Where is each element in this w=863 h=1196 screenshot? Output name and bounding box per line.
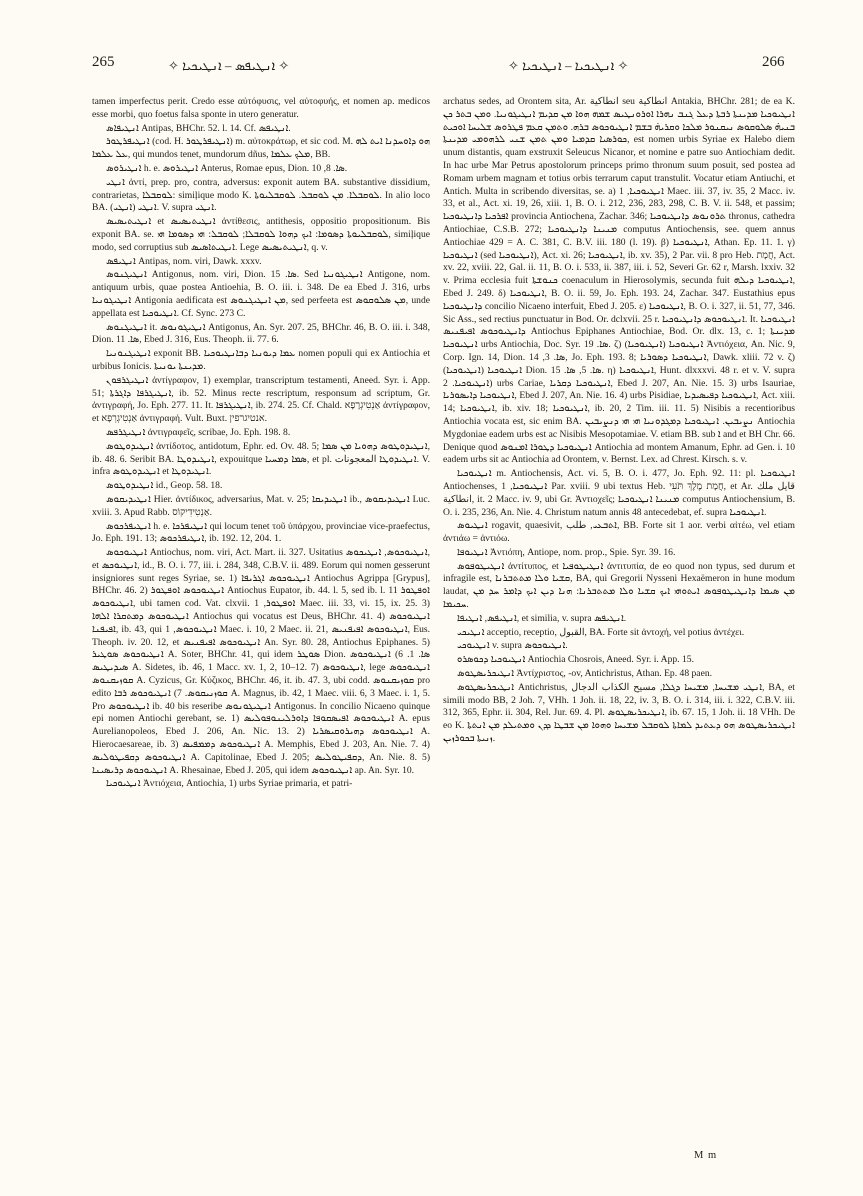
right-column: [443, 96, 795, 1148]
left-column: [92, 96, 430, 1148]
dictionary-entry: ܐܢܛܝܘܟܝܐ m. Antiochensis, Act. vi. 5, B. O. i. 477, Jo. Eph. 92. 11: pl. ܐܢܛܝܘܟܝܐ Antiochenses, ܐܢܛܝܘܟܝܐ, 1 Par. xviii. 9 ubi textus Heb. חֲמָת מֶלֶךְ תֹּעִי, et Ar. قايل ملك انطاكية, it. 2 Macc. iv. 9, ubi Gr. Ἀντιοχεῖς; ܡܢܝܢܐ ܐܢܛܝܘܟܝܐ computus Antiochensium, B. O. i. 235, 236, An. Nie. 4. Christum natum annis 48 antecedebat, ef. supra ܐܢܛܝܘܟܝܐ.: [443, 468, 795, 518]
dictionary-entry: ܐܢܛܝܘܟܝܐ Ἀντιόχεια, Antiochia, 1) urbs Syriae primaria, et patri-: [106, 778, 353, 790]
dictionary-entry: ܐܢܛܝܟܝ acceptio, receptio, القبول, BA. Forte sit ἀντοχή, vel potius ἀντέχει.: [457, 626, 745, 638]
signature-mark: M m: [694, 1150, 718, 1161]
dictionary-entry: ܐܢܛܝܦܪܛܘܪ (cod. H. ܐܢܛܝܦܪܛܘܪ) m. αὐτοκράτωρ, et sic cod. M. ܗܘ ܕܐܘܚܕܢܐ ܐܝܬ ܠܗ ܥܠ ܥܠܡܐ, qui mundos tenet, mundorum dñus, ܡܠܟ ܥܠܡܐ, BB.: [92, 136, 430, 161]
dictionary-entry: archatus sedes, ad Orontem sita, Ar. انطاكية seu انطاكية Antakia, BHChr. 281; de ea K. ܐܢܛܝܘܟܝܐ ܡܕܝܢܬܐ ܪܒܬܐ ܕܥܠ ܓܢܒ ܢܗܪܐ ܐܘܪܘܢܛܝܣ ܫܡܗ ܗܘܐ ܡܢ ܩܕܝܡ ܐܢܛܝܓܘܢܝܐ. ܘܡܢ ܒܬܪ ܟܢ ܒܢܝܗ̇ ܣܠܘܩܘܣ ܢܝܩܢܘܪ ܡܠܟܐ ܘܩܪܝܗ̇ ܒܫܡ ܐܢܛܝܘܟܘܣ ܒܪܗ. ܘܬܡܢ ܩܥܡ ܦܛܪܘܣ ܫܠܝܚܐ ܐܘܟܝܬ ܟܘܪܣܝܐ ܩܕܡܝܐ ܘܡܢ ܬܡܢ ܫܢܝ ܠܪܗܘܡܝ ܡܕܝܢܬܐ, est nomen urbis Syriae ex Halebo diem unum distantis, quam exstruxit Seleucus Nicanor, et nomine e patre suo Antiochiam dedit. In hac urbe Mar Petrus apostolorum princeps primo thronum suum posuit, sed postea ad Romam urbem magnam et totius orbis terrarum caput transtulit. Vocatur etiam Antiuchi, et Antich. Multa in scribendo diversitas, se. a) ܐܢܛܝܘܟܝܐ, 1 Maec. iii. 37, iv. 35, 2 Macc. iv. 33, et al., Act. xi. 19, 26, xiii. 1, B. O. i. 212, 236, 283, 298, C. B. V. ii. 548, et passim; ܐܦܪܟܝܐ ܕܐܢܛܝܘܟܝܐ provincia Antiochena, Zachar. 346; ܬܪܘܢܘܣ ܕܐܢܛܝܘܟܝܐ thronus, cathedra Antiochiae, C.S.B. 272; ܡܢܝܢܐ ܕܐܢܛܝܘܟܝܐ computus Antiochensis, see. quem annus Antiochiae 429 = A. C. 381, C. B.V. iii. 180 (l. 19). β) ܐܢܛܝܘܟܝܐ, Athan. Ep. 11. 1. γ) ܐܢܛܝܘܟܝܐ (sed ܐܢܛܝܘܟܝܐ), Act. xi. 26; ܐܢܛܝܘܟܝܐ, ib. xv. 35), 2 Par. vii. 8 pro Heb. חֲמָת, Act. xv. 22, xviii. 22, Gal. ii. 11, B. O. i. 533, ii. 387, iii. i. 52, Severi Gr. 62 r, Marsh. lxxiv. 32 v. Prima ecclesia fuit ܟܢܘܫܬܐ coenaculum in Hierosolymis, secunda fuit ܐܢܛܝܘܟܝܐ ܕܝܠܗ, Ebed J. 249. δ) ܐܢܛܝܘܟܝܐ, B. O. ii. 59, Jo. Eph. 193. 24, Zachar. 347. Eustathius epus ܕܐܢܛܝܘܟܝܐ concilio Nicaeno interfuit, Ebed J. 205. ε) ܐܢܛܝܘܟܝܐ, B. O. i. 327, ii. 51, 77, 346. Sic Ass., sed rectius punctuatur in Bod. Or. dclxvii. 25 r. ܐܢܛܝܘܟܘܣ ܕܐܢܛܝܘܟܝܐ. It. ܐܢܛܝܘܟܝܐ ܕܐܢܛܝܘܟܘܣ ܐܦܝܦܢܝܣ Antiochus Epiphanes Antiochiae, Bod. Or. dlx. 13, c. 1; ܡܕܝܢܬܐ ܐܢܛܝܘܟܝܐ urbs Antiochia, Doc. Syr. ܣܐ. 19. ζ) ܐܢܛܝܘܟܝܐ (ܐܢܛܝܘܟܝܐ) Ἀντιόχεια, An. Nic. 9, Corp. Ign. 14, Dion. ܣܐ. 3, 14, Jo. Eph. 193. 8; ܐܢܛܝܘܟܝܐ ܕܣܘܪܝܐ, Dawk. xliii. 72 v. ζ) ܐܢܛܝܘܟܝܐ (ܐܢܛܝܘܟܝܐ) Dion. ܣܐ. 5, ܣܐ. 15. η) ܐܢܛܝܘܟܝܐ, Hunt. dlxxxvi. 48 r. et v. V. supra ܐܢܛܝܘܟܝܐ. 2) urbs Cariae, ܐܢܛܝܘܟܝܐ ܕܩܪܝܐ, Ebed J. 207, An. Nie. 15. 3) urbs Isauriae, ܐܢܛܝܘܟܝܐ ܕܐܝܣܘܪܝܐ, Ebed J. 207, An. Nie. 16. 4) urbs Pisidiae, ܐܢܛܝܘܟܝܐ ܕܦܝܣܝܕܝܐ, Act. xiii. 14; ܐܢܛܝܘܟܝܐ, ib. xiv. 18; ܐܢܛܝܘܟܝܐ, ib. 20, 2 Tim. iii. 11. 5) Nisibis a recentioribus Antiochia vocata est, sic enim BA. ܢܨܝܒܝܢ. ܐܢܛܝܘܟܝܐ ܕܡܓܕܘܢܝܐ ܗܝ ܗܝ ܕܢܨܝܒܝܢ Antiochia Mygdoniae eadem urbs est ac Nisibis Mesopotamiae. V. etiam BB. sub ܐ and et BH Chr. 66. Denique quod ܐܢܛܝܘܟܝܐ ܕܛܘܪܐ ܐܡܢܘܣ Antiochia ad montem Amanum, Ephr. ad Gen. i. 10 eadem urbs sit ac Antiochia ad Orontem, v. Bernst. Lex. ad Chrest. Kirsch. s. v.: [443, 96, 795, 466]
dictionary-entry: ܐܢܛܝܦܣ Antipas, nom. viri, Dawk. xxxv.: [106, 255, 262, 267]
dictionary-entry: ܐܢܛܝܓܪܦܣ ἀντιγραφεῖς, scribae, Jo. Eph. 198. 8.: [106, 426, 291, 438]
running-head-left: ✧ ܐܢܛܝܦܣ – ܐܢܛܝܟܝܐ ✧: [168, 58, 290, 73]
dictionary-entry: ܐܢܛܝܦܪܟܘܣ h. e. ܐܢܛܝܦܪܟܐ qui locum tenet τοῦ ὑπάρχου, provinciae vice-praefectus, Jo. Eph. 191. 13; ܐܢܛܝܦܪܟܘܣ, ib. 192. 12, 204. 1.: [92, 520, 430, 545]
page-number-right: 266: [762, 54, 785, 70]
dictionary-entry: ܐܢܛܝܕܘܛܘܣ ἀντίδοτος, antidotum, Ephr. ed. Ov. 48. 5; ܐܢܛܝܕܘܛܘܣ ܕܗܘܝܐ ܡܢ ܣܡܐ, ib. 48. 6. Seribit BA. ܐܢܛܝܕܘܛܐ, expouitque ܣܡܐ ܕܡܚܝܐ, et pl. ܐܢܛܝܕܘܛܐ المعجونات. V. infra ܐܢܛܝܕܘܛܘܣ et ܐܢܛܝܕܘܛܐ.: [92, 440, 430, 478]
dictionary-entry: ܐܢܛܝܟܪܝܣܛܘܣ Ἀντίχριστος, -ov, Antichristus, Athan. Ep. 48 paen.: [457, 668, 713, 680]
dictionary-entry: ܐܢܛܝܘܟܝ v. supra ܐܢܛܝܘܟܘܣ.: [457, 640, 568, 652]
dictionary-entry: ܐܢܛܝܕܘܛܘܣ id., Geop. 58. 18.: [106, 480, 223, 492]
dictionary-entry: ܐܢܛܝܘܟܘܣ Antiochus, nom. viri, Act. Mart. ii. 327. Usitatius ܐܢܛܝܘܟܘܣ, ܐܢܛܝܟܘܣ, et ܐܢܛܝܘܟܣ, id., B. O. i. 77, iii. i. 284, 348, C.B.V. ii. 489. Eorum qui nomen gesserunt insigniores sunt reges Syriae, se. 1) ܐܢܛܝܘܟܘܣ ܐܓܪܝܦܐ Antiochus Agrippa [Grypus], BHChr. 46. 2) ܐܢܛܝܘܟܘܣ ܐܘܦܛܘܪ Antiochus Eupator, ib. 44. l. 5, sed ib. l. 11 ܐܘܦܛܘܪ ܐܢܛܝܘܟܘܣ, ubi tamen cod. Vat. clxvii. ܐܘܦܛܘܪ, 1 Maec. iii. 33, vi. 15, ix. 25. 3) ܐܢܛܝܘܟܘܣ ܕܡܬܩܪܐ ܐܠܗܐ Antiochus qui vocatus est Deus, BHChr. 41. 4) ܐܢܛܝܘܟܘܣ ܐܦܝܦܢܐ, ib. 43, qui ܐܢܛܝܘܟܘܣ, 1 Maec. i. 10, 2 Maec. ii. 21, ܐܢܛܝܘܟܘܣ ܐܦܝܦܢܝܣ, Eus. Theoph. iv. 20. 12, et ܐܢܛܝܘܟܘܣ ܐܦܝܦܢܝܣ An. Syr. 80. 28, Antiochus Epiphanes. 5) ܐܢܛܝܘܟܘܣ ܣܘܛܝܪ A. Soter, BHChr. 41, qui idem ܣܘܛܪ Dion. ܣܐ. 1. 6) ܐܢܛܝܘܟܘܣ ܣܝܕܝܛܝܣ A. Sidetes, ib. 46, 1 Macc. xv. 1, 2, 10–12. 7) ܐܢܛܝܘܟܘܣ, lege ܐܢܛܝܘܟܘܣ ܩܘܙܝܩܢܘܣ A. Cyzicus, Gr. Κύζικος, BHChr. 46, it. ib. 47. 3, ubi codd. ܩܘܙܝܩܢܘܣ pro edito ܩܘܙܢܝܩܘܣ. 7) ܐܢܛܝܘܟܘܣ ܪܒܐ A. Magnus, ib. 42, 1 Maec. viii. 6, 3 Maec. i. 1, 5. Pro ܐܢܛܝܘܟܘܣ ib. 40 bis reseribe ܐܢܛܝܓܘܢܘܣ Antigonus. In concilio Nicaeno quinque epi nomen Antiochi gerebant, se. 1) ܐܢܛܝܘܟܘܣ ܐܦܝܣܩܘܦܐ ܕܐܘܪܠܝܢܘܦܘܠܝܣ A. epus Aurelianopoleos, Ebed J. 206, An. Nic. 13. 2) ܐܢܛܝܘܟܘܣ ܕܗܝܪܘܩܝܣܪܝܐ A. Hierocaesareae, ib. 3) ܐܢܛܝܘܟܘܣ ܕܡܡܦܝܣ A. Memphis, Ebed J. 203, An. Nie. 7. 4) ܐܢܛܝܘܟܘܣ ܕܩܦܝܛܘܠܝܣ A. Capitolinae, Ebed J. 205; ܕܩܦܝܛܘܠܝܣ, An. Nie. 8. 5) ܐܢܛܝܘܟܘܣ ܕܪܝܣܝܢܐ A. Rhesainae, Ebed J. 205, qui idem ܐܢܛܝܘܟܘܣ ap. An. Syr. 10.: [92, 547, 430, 776]
dictionary-entry: ܐܢܛܝܦܐܣ Antipas, BHChr. 52. l. 14. Cf. ܐܢܛܝܦܣ.: [106, 122, 291, 134]
dictionary-entry: ܐܢܛܝܬܝܣܝܣ et ܐܢܛܝܬܝܣܝܣ ἀντίθεσις, antithesis, oppositio propositionum. Bis exponit BA. se. ܠܘܩܒܠܝܘܬܐ ܕܣܘܡܐ: ܐܝܟ ܕܗܘܐ ܠܘܩܒܠܐ; ܠܘܩܒܠ: ܗܝ ܕܣܘܡܐ ܗܝ, simiļique modo, sed corruptius sub ܐܢܛܝܬܐܣܝܣ. Lege ܐܢܛܝܬܝܣܝܣ, q. v.: [92, 216, 430, 253]
dictionary-entry: ܐܢܛܝܘܟܝܐ ܕܟܘܣܪܘ Antiochia Chosrois, Aneed. Syr. i. App. 15.: [457, 654, 694, 666]
page-number-left: 265: [92, 54, 115, 70]
dictionary-entry: ܐܢܛܝ ἀντί, prep. pro, contra, adversus: exponit autem BA. substantive dissidium, contrarietas, ܠܘܩܒܠܐ: simiļique modo K. ܠܘܩܒܠܐ. ܡܢ ܠܘܩܒܠ. ܠܘܩܒܠܝܘܬܐ. In alio loco BA. ܐܢܛܝ (ܐܢܛܝ). V. supra ܐܢܛܝ.: [92, 176, 430, 214]
dictionary-entry: ܐܢܛܝܘܣ rogavit, quaesivit, ܐܬܒܥܝ, طلب, BB. Forte sit 1 aor. verbi αἰτέω, vel etiam ἀντιάω = ἀντιόω.: [443, 520, 795, 545]
running-head-right: ✧ ܐܢܛܝܟܝܐ – ܐܢܛܝܟܝܐ ✧: [508, 58, 629, 73]
dictionary-entry: ܐܢܛܝܓܢܘܣ it. ܐܢܛܝܓܘܢܘܣ Antigonus, An. Syr. 207. 25, BHChr. 46, B. O. iii. i. 348, Dion. ܣܐ. 11, Ebed J. 316, Eus. Theoph. ii. 77. 6.: [92, 321, 430, 346]
dictionary-entry: ܐܢܛܝܓܪܦܘܢ ἀντίγραφον, 1) exemplar, transcriptum testamenti, Aneed. Syr. i. App. 51; ܐܢܛܝܓܪܦܐ ܕܐܓܪܬܐ, ib. 52. Minus recte rescriptum, responsum ad scriptum, Gr. ἀντιγραφή, Jo. Eph. 277. 11. It. ܐܢܛܝܓܪܦܐ, ib. 274. 25. Cf. Chald. אַנְטִיגְרָפָא ἀντίγραφον, et אַנְטִיגְרְפָא ἀντιγραφή. Vult. Buxt. אנטיגרפין.: [92, 374, 430, 425]
dictionary-entry: ܐܢܛܝܪܘܣ h. e. ܐܢܛܝܪܘܣ Anterus, Romae epus, Dion. ܣܐ. 8, 10.: [106, 162, 348, 174]
dictionary-entry: ܐܢܛܝܟܪܝܣܛܘܣ Antichristus, ܐܢܛܝ ܡܫܝܚܐ, ܡܫܝܚܐ ܕܓܠܐ, مسيح الكذاب الدجال, BA, et simili modo BB, 2 Joh. 7, VHh. 1 Joh. ii. 18, 22, iv. 3, B. O. i. 314, iii. i. 322, C.B.V. iii. 312, 365, Ephr. ii. 304, Rel. Jur. 69. 4. Pl. ܐܢܛܝܟܪܝܣܛܘܣ, ib. 67. 15, 1 Joh. ii. 18 VHh. De eo K. ܐܢܛܝܟܪܝܣܛܘܣ ܗܘ ܕܥܬܝܕ ܠܡܐܬܐ ܠܘܩܒܠ ܡܫܝܚܐ ܘܗܘܐ ܡܢ ܫܒܛܐ ܕܕܢ ܘܡܬܝܠܕ ܡܢ ܐܢܬܬܐ ܙܢܝܬܐ ܒܟܘܪܙܝܢ.: [443, 681, 795, 745]
dictionary-entry: ܐܢܛܝܘܦܐ Ἀντιόπη, Antiope, nom. prop., Spie. Syr. 39. 16.: [457, 546, 676, 558]
dictionary-entry: ܐܢܛܝܦܣ, ܐܢܛܝܦܐ, et similia, v. supra ܐܢܛܝܦܣ.: [457, 612, 627, 624]
dictionary-entry: ܐܢܛܝܓܢܘܢܝܐ exponit BB. ܥܡܐ ܕܝܘܢܝܐ ܕܒܐܢܛܝܘܟܝܐ nomen populi qui ex Antiochia et urbibus Ionicis. ܡܕܝܢܬܐ ܝܘܢܝܬܐ.: [92, 348, 430, 372]
dictionary-entry: tamen imperfectus perit. Credo esse αὐτόφυσις, vel αὐτοφυής, et nomen ap. medicos esse morbi, quo foetus falsa sponte in utero generatur.: [92, 96, 430, 120]
dictionary-entry: ܐܢܛܝܛܘܦܘܣ ἀντίτυπος, et ܐܢܛܝܛܘܦܝܐ ἀντιτυπία, de eo quod non typus, sed durum et infragile est, ܩܫܝܐ ܘܠܐ ܡܬܬܒܪܢܐ, BA, qui Gregorii Nysseni Hexaëmeron in hune modum laudat, ܡܢ ܣܝܡܐ ܕܐܢܛܝܛܘܦܘܣ ܐܝܬܘܗܝ ܐܝܟ ܩܫܝܐ ܘܠܐ ܡܬܬܒܪܢܐ: ܗܢܐ ܕܝܢ ܐܝܟ ܕܐܡܪ ܚܕ ܡܢ ܚܟܝܡܐ.: [443, 560, 795, 611]
dictionary-entry: ܐܢܛܝܕܝܩܘܣ Hier. ἀντίδικος, adversarius, Mat. v. 25; ܐܢܛܝܕܝܩܐ ib., ܐܢܛܝܕܝܩܘܣ Luc. xviii. 3. Apud Rabb. אַנְטִידִיקוֹס.: [92, 493, 430, 518]
dictionary-entry: ܐܢܛܝܓܢܘܣ Antigonus, nom. viri, Dion. ܣܐ. 15. Sed ܐܢܛܝܓܘܢܝܐ Antigone, nom. antiquum urbis, quae postea Antioehia, B. O. iii. i. 348. De ea Ebed J. 316, urbs ܐܢܛܝܓܘܢܝܐ Antigonia aedificata est ܡܢ ܐܢܛܝܓܢܘܣ, sed perfeeta est ܡܢ ܣܠܘܩܘܣ, unde appellata est ܐܢܛܝܘܟܝܐ. Cf. Sync. 273 C.: [92, 269, 430, 319]
